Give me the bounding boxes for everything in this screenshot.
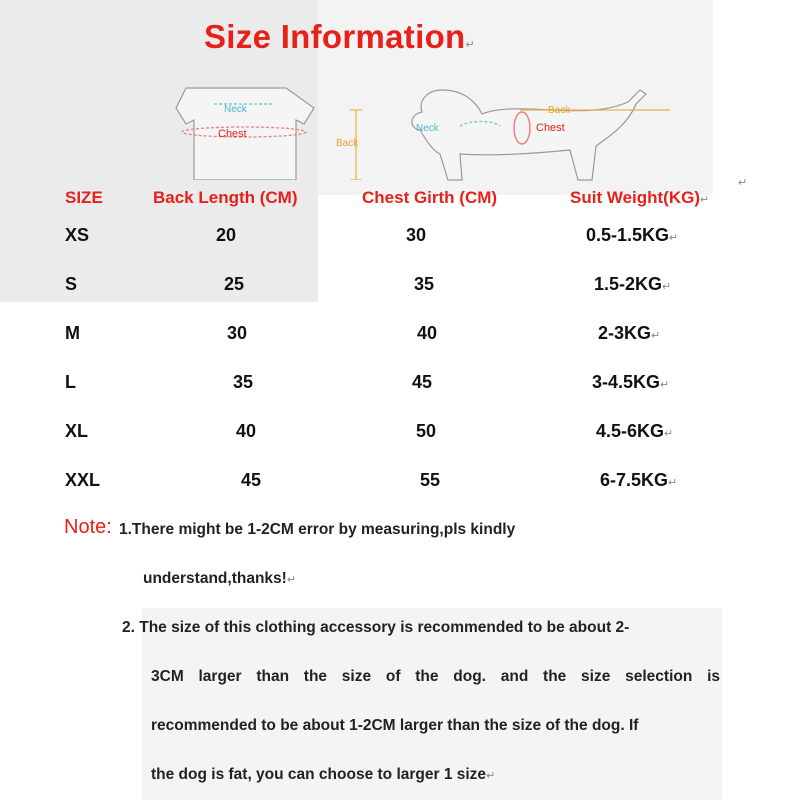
note-line: 3CM larger than the size of the dog. and the size selection is (151, 668, 720, 685)
chest-girth-cell: 35 (414, 274, 435, 294)
chest-girth-cell: 40 (417, 323, 438, 343)
weight-cell: 4.5-6KG↵ (596, 421, 674, 441)
size-cell: XL (65, 421, 89, 441)
weight-cell: 0.5-1.5KG↵ (586, 225, 679, 245)
chest-girth-cell: 50 (416, 421, 437, 441)
shirt-neck-label: Neck (224, 104, 247, 115)
dog-neck-label: Neck (416, 123, 439, 134)
back-length-cell: 45 (241, 470, 262, 490)
back-length-cell: 40 (236, 421, 257, 441)
back-length-cell: 30 (227, 323, 248, 343)
header-suit-weight: Suit Weight(KG)↵ (570, 188, 710, 207)
chest-girth-cell: 45 (412, 372, 433, 392)
back-length-cell: 35 (233, 372, 254, 392)
shirt-diagram (136, 80, 376, 180)
header-chest-girth: Chest Girth (CM) (362, 188, 498, 207)
weight-cell: 2-3KG↵ (598, 323, 661, 343)
back-length-cell: 25 (224, 274, 245, 294)
dog-back-label: Back (548, 105, 571, 116)
weight-cell: 1.5-2KG↵ (594, 274, 672, 294)
chest-girth-cell: 55 (420, 470, 441, 490)
note-line: recommended to be about 1-2CM larger than the size of the dog. If (151, 717, 639, 734)
note-line: 1.There might be 1-2CM error by measuring,pls kindly (119, 521, 516, 538)
header-back-length: Back Length (CM) (153, 188, 298, 207)
dog-chest-label: Chest (536, 122, 565, 134)
shirt-back-label: Back (336, 138, 359, 149)
size-cell: L (65, 372, 76, 392)
note-line: understand,thanks!↵ (143, 570, 297, 587)
shirt-chest-label: Chest (218, 128, 247, 140)
size-cell: M (65, 323, 80, 343)
page-title: Size Information↵ (204, 18, 476, 55)
note-line: 2. The size of this clothing accessory is recommended to be about 2- (122, 619, 630, 636)
size-cell: S (65, 274, 78, 294)
size-cell: XXL (65, 470, 101, 490)
header-size: SIZE (65, 188, 103, 207)
note-line: the dog is fat, you can choose to larger 1 size↵ (151, 766, 496, 783)
size-cell: XS (65, 225, 90, 245)
back-length-cell: 20 (216, 225, 237, 245)
return-mark: ↵ (738, 177, 748, 189)
note-label: Note: (64, 516, 112, 538)
weight-cell: 6-7.5KG↵ (600, 470, 678, 490)
dog-diagram (400, 84, 690, 184)
weight-cell: 3-4.5KG↵ (592, 372, 670, 392)
chest-girth-cell: 30 (406, 225, 427, 245)
